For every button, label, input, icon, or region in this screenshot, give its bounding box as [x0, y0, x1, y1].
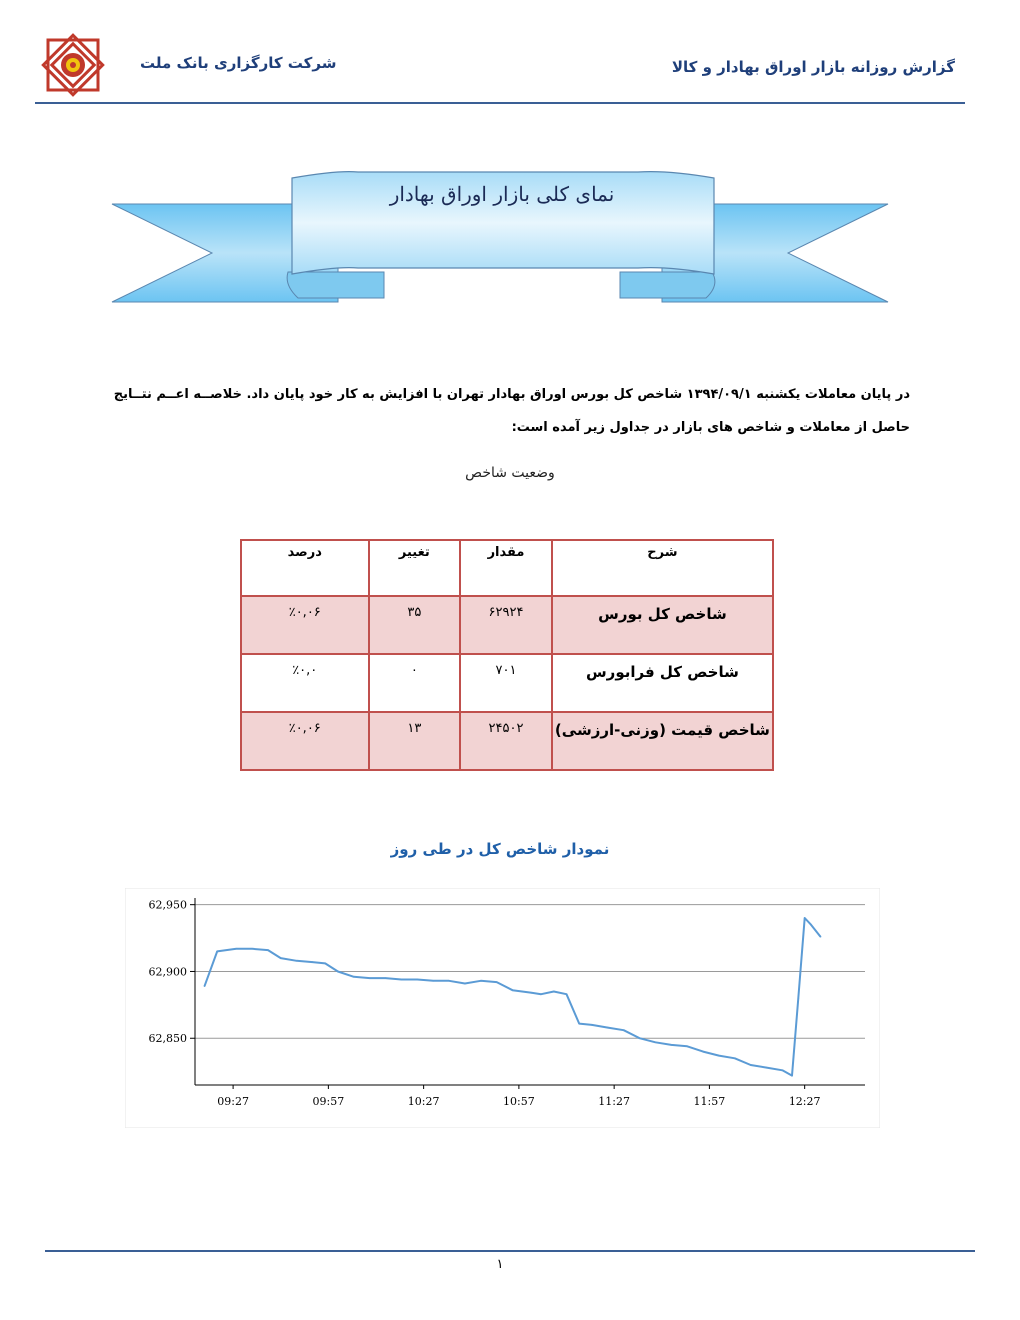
data-point: [369, 977, 371, 979]
data-point: [766, 1067, 768, 1069]
row-value: ۷۰۱: [460, 654, 552, 712]
header-divider: [35, 102, 965, 104]
header-percent: درصد: [241, 540, 369, 596]
data-point: [521, 991, 523, 993]
data-point: [718, 1055, 720, 1057]
x-tick-label: 11:57: [693, 1095, 726, 1108]
row-desc: شاخص قیمت (وزنی-ارزشی): [552, 712, 773, 770]
data-point: [607, 1027, 609, 1029]
data-point: [324, 963, 326, 965]
x-tick-label: 09:27: [217, 1095, 249, 1108]
data-point: [401, 979, 403, 981]
data-point: [480, 980, 482, 982]
data-point: [267, 949, 269, 951]
data-point: [750, 1064, 752, 1066]
data-point: [671, 1044, 673, 1046]
data-point: [251, 948, 253, 950]
table-row: [241, 712, 773, 770]
data-point: [312, 961, 314, 963]
table-row: [241, 654, 773, 712]
bank-mellat-logo: [38, 30, 108, 100]
data-point: [512, 989, 514, 991]
data-point: [353, 976, 355, 978]
intraday-index-chart: [125, 888, 880, 1128]
row-change: ۰: [369, 654, 461, 712]
data-point: [416, 979, 418, 981]
data-point: [591, 1024, 593, 1026]
data-point: [810, 924, 812, 926]
report-title: گزارش روزانه بازار اوراق بهادار و کالا: [671, 58, 955, 76]
row-percent: ٪۰,۰۶: [241, 596, 369, 654]
data-point: [553, 991, 555, 993]
data-point: [432, 980, 434, 982]
x-tick-label: 10:57: [503, 1095, 535, 1108]
y-tick-label: 62,950: [148, 898, 187, 912]
company-name: شرکت کارگزاری بانک ملت: [140, 54, 337, 72]
data-point: [702, 1051, 704, 1053]
table-row: [241, 596, 773, 654]
data-point: [791, 1075, 793, 1077]
header-desc: شرح: [552, 540, 773, 596]
data-point: [734, 1057, 736, 1059]
y-tick-label: 62,900: [148, 965, 187, 979]
summary-line-1: در پایان معاملات یکشنبه ۱۳۹۴/۰۹/۱ شاخص کل بورس اوراق بهادار تهران با افزایش به کار خود پایان داد. خلاصــه اعــم نتــایج: [113, 387, 910, 402]
data-point: [639, 1037, 641, 1039]
data-point: [280, 957, 282, 959]
x-tick-label: 10:27: [407, 1095, 440, 1108]
data-point: [782, 1070, 784, 1072]
footer-divider: [45, 1250, 975, 1252]
header-change: تغییر: [369, 540, 461, 596]
table-header-row: [241, 540, 773, 596]
index-table-caption: وضعیت شاخص: [465, 465, 555, 481]
data-point: [296, 960, 298, 962]
summary-paragraph: [88, 378, 910, 444]
x-tick-label: 12:27: [788, 1095, 821, 1108]
row-desc: شاخص کل بورس: [552, 596, 773, 654]
row-change: ۳۵: [369, 596, 461, 654]
data-point: [578, 1023, 580, 1025]
data-point: [798, 997, 800, 999]
data-point: [496, 981, 498, 983]
data-point: [804, 917, 806, 919]
data-point: [448, 980, 450, 982]
y-tick-label: 62,850: [148, 1032, 187, 1046]
row-percent: ٪۰,۰: [241, 654, 369, 712]
data-point: [623, 1029, 625, 1031]
data-point: [820, 936, 822, 938]
data-point: [686, 1045, 688, 1047]
data-point: [204, 985, 206, 987]
row-change: ۱۳: [369, 712, 461, 770]
data-point: [385, 977, 387, 979]
chart-title: نمودار شاخص کل در طی روز: [390, 840, 610, 858]
index-status-table: [240, 539, 774, 771]
row-value: ۶۲۹۲۴: [460, 596, 552, 654]
page-number: ۱: [496, 1257, 504, 1272]
row-percent: ٪۰,۰۶: [241, 712, 369, 770]
data-point: [540, 993, 542, 995]
data-point: [235, 948, 237, 950]
summary-line-2: حاصل از معاملات و شاخص های بازار در جداول زیر آمده است:: [511, 420, 910, 435]
data-point: [655, 1041, 657, 1043]
banner-title: نمای کلی بازار اوراق بهادار: [389, 182, 615, 206]
x-tick-label: 11:27: [598, 1095, 630, 1108]
x-tick-label: 09:57: [312, 1095, 345, 1108]
data-point: [337, 971, 339, 973]
data-point: [464, 983, 466, 985]
row-value: ۲۴۵۰۲: [460, 712, 552, 770]
data-point: [216, 951, 218, 953]
header-value: مقدار: [460, 540, 552, 596]
row-desc: شاخص کل فرابورس: [552, 654, 773, 712]
data-point: [566, 993, 568, 995]
data-point: [531, 992, 533, 994]
